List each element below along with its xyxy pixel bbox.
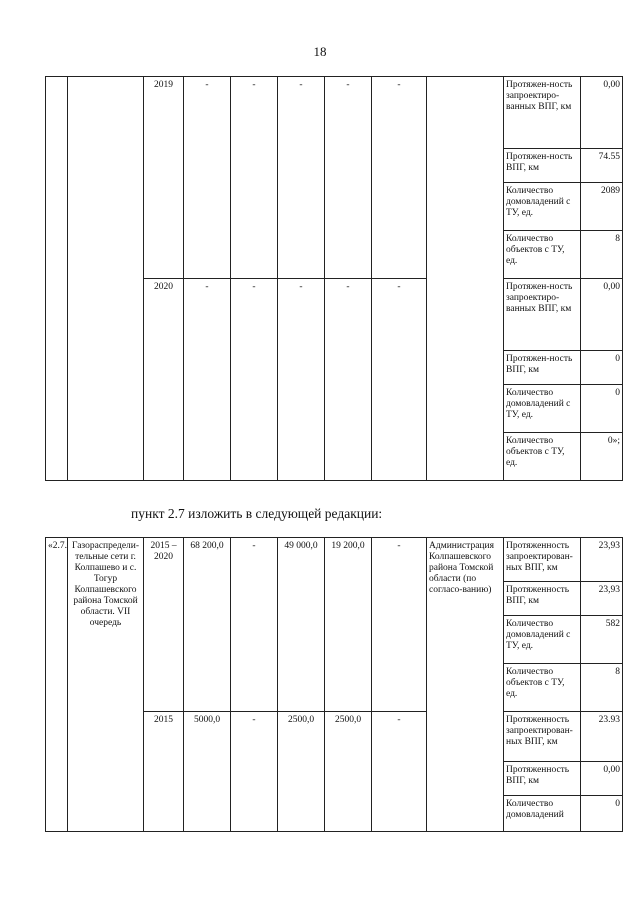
indicator-value: 0,00: [581, 77, 623, 149]
finance-cell: -: [231, 538, 278, 712]
year-cell: 2020: [144, 279, 184, 481]
continuation-table: [45, 76, 623, 481]
indicator-label: Количество домовладений: [504, 796, 581, 832]
indicator-label: Протяжен-ность запроектиро-ванных ВПГ, км: [504, 279, 581, 351]
name-cell: Газораспредели-тельные сети г. Колпашево и с. Тогур Колпашевского района Томской области. VII очередь: [68, 538, 144, 832]
finance-cell: -: [231, 77, 278, 279]
name-cell: [68, 77, 144, 481]
finance-cell: -: [325, 77, 372, 279]
indicator-value: 8: [581, 231, 623, 279]
item-num-cell: [46, 77, 68, 481]
indicator-value: 74.55: [581, 149, 623, 183]
indicator-value: 0: [581, 385, 623, 433]
indicator-label: Протяжен-ность запроектиро-ванных ВПГ, км: [504, 77, 581, 149]
indicator-value: 2089: [581, 183, 623, 231]
indicator-label: Количество домовладений с ТУ, ед.: [504, 616, 581, 664]
indicator-value: 0»;: [581, 433, 623, 481]
executor-cell: [427, 77, 504, 481]
item-num-cell: «2.7.: [46, 538, 68, 832]
year-cell: 2015 – 2020: [144, 538, 184, 712]
finance-cell: -: [184, 279, 231, 481]
finance-cell: -: [278, 77, 325, 279]
finance-cell: -: [231, 712, 278, 832]
finance-cell: 5000,0: [184, 712, 231, 832]
finance-cell: 49 000,0: [278, 538, 325, 712]
indicator-label: Протяженность ВПГ, км: [504, 762, 581, 796]
finance-cell: -: [372, 712, 427, 832]
indicator-value: 8: [581, 664, 623, 712]
indicator-value: 0,00: [581, 279, 623, 351]
finance-cell: 68 200,0: [184, 538, 231, 712]
indicator-value: 0: [581, 796, 623, 832]
indicator-value: 582: [581, 616, 623, 664]
finance-cell: 19 200,0: [325, 538, 372, 712]
finance-cell: -: [278, 279, 325, 481]
indicator-label: Протяженность запроектирован-ных ВПГ, км: [504, 712, 581, 762]
page-number: 18: [313, 44, 327, 59]
indicator-label: Количество домовладений с ТУ, ед.: [504, 385, 581, 433]
finance-cell: -: [184, 77, 231, 279]
indicator-label: Протяжен-ность ВПГ, км: [504, 149, 581, 183]
finance-cell: -: [231, 279, 278, 481]
finance-cell: -: [372, 538, 427, 712]
indicator-label: Протяженность ВПГ, км: [504, 582, 581, 616]
year-cell: 2015: [144, 712, 184, 832]
edit-instruction: пункт 2.7 изложить в следующей редакции:: [131, 506, 383, 521]
year-cell: 2019: [144, 77, 184, 279]
finance-cell: 2500,0: [325, 712, 372, 832]
indicator-label: Количество объектов с ТУ, ед.: [504, 433, 581, 481]
indicator-label: Протяжен-ность ВПГ, км: [504, 351, 581, 385]
indicator-label: Количество объектов с ТУ, ед.: [504, 231, 581, 279]
indicator-value: 23,93: [581, 538, 623, 582]
indicator-label: Количество домовладений с ТУ, ед.: [504, 183, 581, 231]
finance-cell: 2500,0: [278, 712, 325, 832]
indicator-value: 23.93: [581, 712, 623, 762]
indicator-value: 0,00: [581, 762, 623, 796]
finance-cell: -: [372, 77, 427, 279]
item-2-7-table: [45, 537, 623, 832]
indicator-label: Протяженность запроектирован-ных ВПГ, км: [504, 538, 581, 582]
executor-cell: Администрация Колпашевского района Томской области (по согласо-ванию): [427, 538, 504, 832]
indicator-label: Количество объектов с ТУ, ед.: [504, 664, 581, 712]
indicator-value: 23,93: [581, 582, 623, 616]
finance-cell: -: [325, 279, 372, 481]
indicator-value: 0: [581, 351, 623, 385]
finance-cell: -: [372, 279, 427, 481]
